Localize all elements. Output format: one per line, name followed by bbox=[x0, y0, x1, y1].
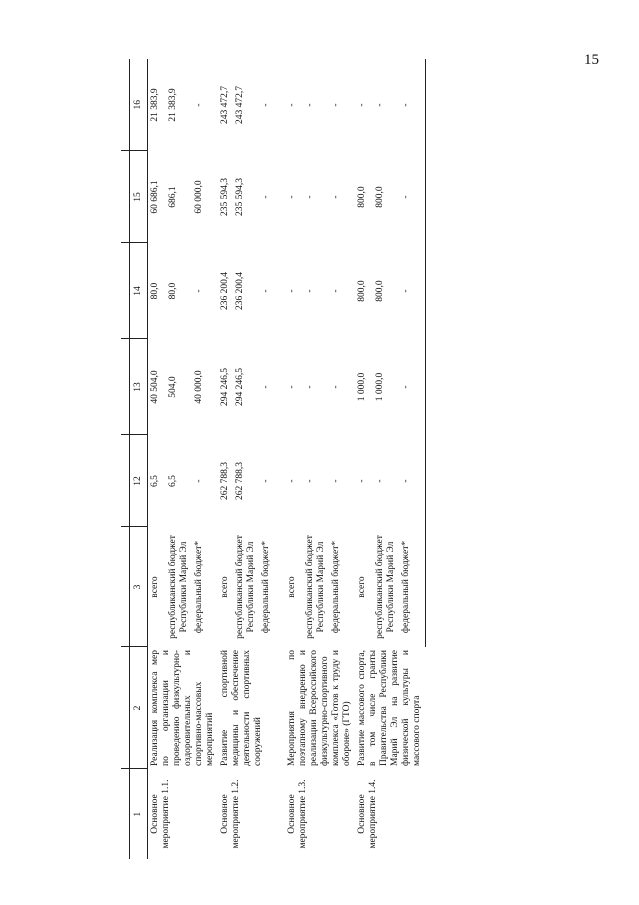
funding-source: федеральный бюджет* bbox=[399, 527, 426, 647]
value-col-16: - bbox=[261, 103, 271, 107]
value-col-16: 243 472,7 bbox=[235, 86, 245, 124]
funding-source: республиканский бюджет Республики Марий Эл bbox=[374, 535, 396, 639]
header-cell: 3 bbox=[130, 527, 148, 647]
activity-id: Основное мероприятие 1.3. bbox=[287, 779, 308, 849]
value-col-12: 262 788,3 bbox=[220, 462, 230, 500]
funding-source: республиканский бюджет Республики Марий Эл bbox=[235, 535, 256, 639]
value-col-16: 21 383,9 bbox=[150, 88, 160, 122]
value-col-16: - bbox=[374, 103, 385, 107]
value-col-14: - bbox=[287, 289, 297, 293]
value-col-12: - bbox=[357, 479, 367, 483]
funding-source: республиканский бюджет Республики Марий Эл bbox=[168, 535, 189, 639]
value-col-12: - bbox=[374, 479, 385, 483]
value-col-15: 686,1 bbox=[168, 186, 178, 208]
header-row bbox=[130, 59, 148, 859]
value-col-15: 235 594,3 bbox=[235, 178, 245, 216]
value-col-12: - bbox=[305, 479, 315, 483]
activity-id: Основное мероприятие 1.2. bbox=[220, 779, 241, 849]
header-cell: 15 bbox=[130, 151, 148, 243]
value-col-15: 235 594,3 bbox=[220, 178, 230, 216]
funding-source: всего bbox=[150, 576, 160, 598]
value-col-16: - bbox=[287, 103, 297, 107]
value-col-13: - bbox=[261, 385, 271, 389]
funding-source: федеральный бюджет* bbox=[331, 540, 341, 634]
table-row bbox=[218, 59, 233, 859]
header-cell: 12 bbox=[130, 435, 148, 527]
value-col-12: - bbox=[194, 479, 204, 483]
rotated-table-container bbox=[121, 59, 535, 859]
value-col-15: 60 000,0 bbox=[194, 180, 204, 214]
value-col-15: - bbox=[399, 151, 426, 243]
budget-table bbox=[121, 59, 426, 859]
value-col-13: 504,0 bbox=[168, 376, 178, 398]
value-col-12: - bbox=[399, 435, 426, 527]
value-col-13: - bbox=[399, 339, 426, 435]
value-col-13: 40 000,0 bbox=[194, 370, 204, 404]
value-col-16: 243 472,7 bbox=[220, 86, 230, 124]
value-col-14: 236 200,4 bbox=[220, 272, 230, 310]
value-col-14: - bbox=[305, 289, 315, 293]
header-cell: 14 bbox=[130, 243, 148, 339]
funding-source: республиканский бюджет Республики Марий Эл bbox=[305, 535, 326, 639]
value-col-16: - bbox=[399, 59, 426, 151]
funding-source: всего bbox=[287, 576, 297, 598]
activity-name: Реализация комплекса мер по организации и проведению физкультурно-оздоровительных и спортивно-массовых мероприятий bbox=[150, 650, 215, 766]
value-col-12: 6,5 bbox=[150, 475, 160, 487]
value-col-16: 21 383,9 bbox=[168, 88, 178, 122]
value-col-12: - bbox=[261, 479, 271, 483]
value-col-15: - bbox=[287, 195, 297, 199]
value-col-15: 800,0 bbox=[374, 186, 385, 208]
value-col-14: 800,0 bbox=[357, 280, 367, 302]
value-col-12: - bbox=[331, 479, 341, 483]
value-col-14: - bbox=[331, 289, 341, 293]
header-cell: 13 bbox=[130, 339, 148, 435]
header-cell: 2 bbox=[130, 647, 148, 769]
activity-name: Развитие массового спорта, в том числе гранты Правительства Республики Марий Эл на развитие физической культуры и массового спорта bbox=[357, 650, 422, 766]
value-col-13: 1 000,0 bbox=[374, 372, 385, 402]
value-col-14: 80,0 bbox=[150, 282, 160, 300]
column-marks bbox=[121, 59, 130, 859]
value-col-15: 60 686,1 bbox=[150, 180, 160, 214]
page-number: 15 bbox=[584, 52, 599, 68]
table-row bbox=[355, 59, 373, 859]
table-row bbox=[285, 59, 303, 859]
value-col-16: - bbox=[331, 103, 341, 107]
value-col-13: - bbox=[305, 385, 315, 389]
value-col-13: - bbox=[287, 385, 297, 389]
activity-id: Основное мероприятие 1.4. bbox=[357, 779, 378, 849]
value-col-15: 800,0 bbox=[357, 186, 367, 208]
value-col-14: 800,0 bbox=[374, 280, 385, 302]
value-col-16: - bbox=[194, 103, 204, 107]
value-col-14: 80,0 bbox=[168, 282, 178, 300]
value-col-15: - bbox=[331, 195, 341, 199]
activity-name: Развитие спортивной медицины и обеспечение деятельности спортивных сооружений bbox=[220, 650, 263, 766]
value-col-16: - bbox=[357, 103, 367, 107]
value-col-15: - bbox=[305, 195, 315, 199]
value-col-13: 294 246,5 bbox=[220, 368, 230, 406]
value-col-14: - bbox=[261, 289, 271, 293]
value-col-14: 236 200,4 bbox=[235, 272, 245, 310]
value-col-14: - bbox=[194, 289, 204, 293]
value-col-13: 294 246,5 bbox=[235, 368, 245, 406]
value-col-12: 262 788,3 bbox=[235, 462, 245, 500]
value-col-14: - bbox=[399, 243, 426, 339]
header-cell: 1 bbox=[130, 769, 148, 859]
value-col-13: - bbox=[331, 385, 341, 389]
value-col-12: - bbox=[287, 479, 297, 483]
table-row bbox=[148, 59, 167, 859]
activity-id: Основное мероприятие 1.1. bbox=[150, 779, 171, 849]
funding-source: федеральный бюджет* bbox=[194, 540, 204, 634]
funding-source: всего bbox=[357, 576, 367, 598]
activity-name: Мероприятия по поэтапному внедрению и реализации Всероссийского физкультурно-спортивного комплекса «Готов к труду и обороне» (ГТО) bbox=[287, 650, 352, 766]
funding-source: всего bbox=[220, 576, 230, 598]
value-col-12: 6,5 bbox=[168, 475, 178, 487]
value-col-13: 1 000,0 bbox=[357, 372, 367, 402]
header-cell: 16 bbox=[130, 59, 148, 151]
funding-source: федеральный бюджет* bbox=[261, 540, 271, 634]
value-col-13: 40 504,0 bbox=[150, 370, 160, 404]
value-col-16: - bbox=[305, 103, 315, 107]
value-col-15: - bbox=[261, 195, 271, 199]
